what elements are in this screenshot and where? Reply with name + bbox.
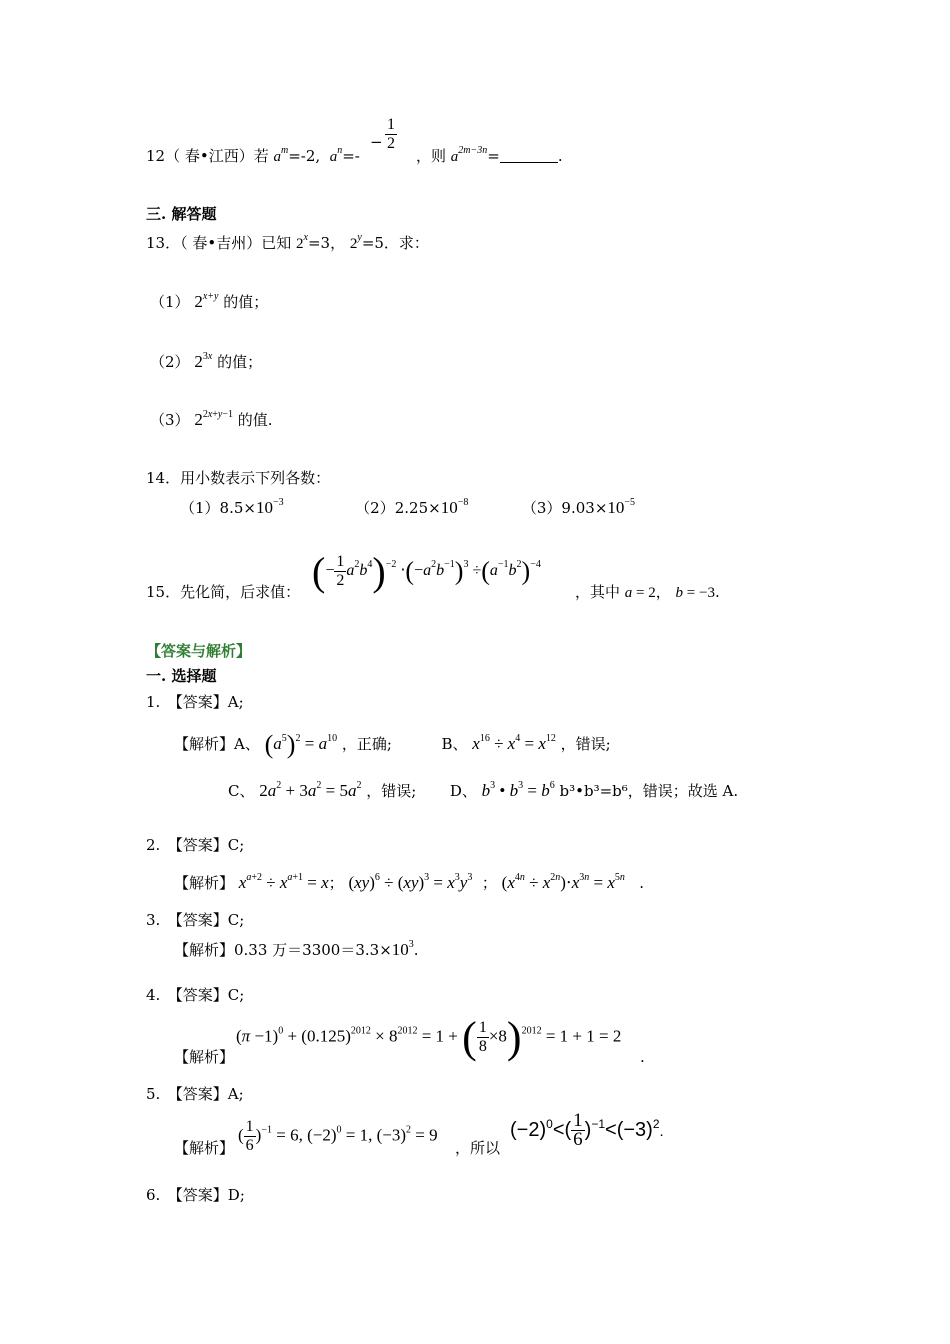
answer-5-formula: ( $\frac{1}{6}$ )$^{-1}$ = 6, $(-2)^0 = 1$, $(-3)^2 = 9$ [238, 1118, 438, 1154]
answer-4-formula: $(\pi -1)^0 + (0.125)^{2012} \times 8^{2012} = 1$ + ( $\frac{1}{8}$ ×8)$^{2012}$ = 1 + 1 = 2 [236, 1013, 622, 1062]
q14-title: 14．用小数表示下列各数： [146, 469, 331, 487]
answer-1-analysis-line2: C、 $2a^2 + 3a^2 = 5a^2$ ，错误; D、 $b^3$ • $b^3 = b^6$ b³•b³=b⁶，错误；故选 A. [228, 780, 739, 800]
q12-line: 12（ 春•江西）若 $a^m=-2$, $a^n=-$ [146, 145, 360, 165]
answer-3: 3. 【答案】C; [146, 911, 245, 929]
q13-part1: （1） $2^{x+y}$ 的值； [150, 291, 269, 311]
answer-4: 4. 【答案】C; [146, 986, 245, 1004]
answer-2-analysis: 【解析】 $x^{a+2} \div x^{a+1} = x$； $(xy)^6 \div (xy)^3 = x^3y^3$ ； $(x^{4n} \div x^{2n})\cdot x^{3n} = x^{5n}$ . [174, 872, 644, 892]
answer-5-conclusion: ，所以 [455, 1139, 501, 1157]
answer-blank [500, 148, 558, 163]
answer-1-analysis-line1: 【解析】A、 $(a^5)^2 = a^{10}$ ，正确; B、 $x^{16} \div x^4 = x^{12}$ ，错误; [174, 730, 611, 760]
q12-fraction: $\frac{1}{2}$ [387, 116, 395, 152]
q15-title: 15．先化简，后求值： [146, 583, 301, 601]
answer-1: 1. 【答案】A; [146, 693, 244, 711]
answers-section-1: 一. 选择题 [146, 667, 217, 685]
q13-part2: （2） $2^{3x}$ 的值； [150, 351, 263, 371]
answer-6: 6. 【答案】D; [146, 1186, 245, 1204]
section-3-title: 三. 解答题 [146, 205, 217, 223]
q12-tail: ，则 $a^{2m-3n}=$ . [416, 145, 563, 165]
answers-header: 【答案与解析】 [146, 642, 252, 660]
answer-5-inequality: $(-2)^0<$( $\frac{1}{6}$ )$^{-1}<(-3)^2$. [510, 1110, 664, 1150]
answer-2: 2. 【答案】C; [146, 836, 245, 854]
answer-5: 5. 【答案】A; [146, 1085, 244, 1103]
q13-part3: （3） $2^{2x+y-1}$ 的值. [150, 409, 273, 429]
q15-condition: ，其中 a = 2， b = −3. [575, 583, 720, 601]
q13-line: 13．（ 春•吉州）已知 $2^x=3$， $2^y=5$．求： [146, 232, 429, 252]
answer-3-analysis: 【解析】0.33 万$=3300=3.3\times 10^3$. [174, 939, 419, 959]
q15-expression: (− $\frac{1}{2}$ $a^2b^4)^{-2} \cdot(-a^2b^{-1})^3 \div(a^{-1}b^2)^{-4}$ [312, 549, 541, 594]
q12-label: 12（ 春•江西）若 [146, 147, 269, 165]
answer-5-analysis: 【解析】 [174, 1139, 235, 1157]
q14-items: $(1)8.5\times 10^{-3}$ $(2)2.25\times 10^{-8}$ $(3)9.03\times 10^{-5}$ [180, 497, 636, 517]
answer-4-analysis: 【解析】 [174, 1048, 235, 1066]
